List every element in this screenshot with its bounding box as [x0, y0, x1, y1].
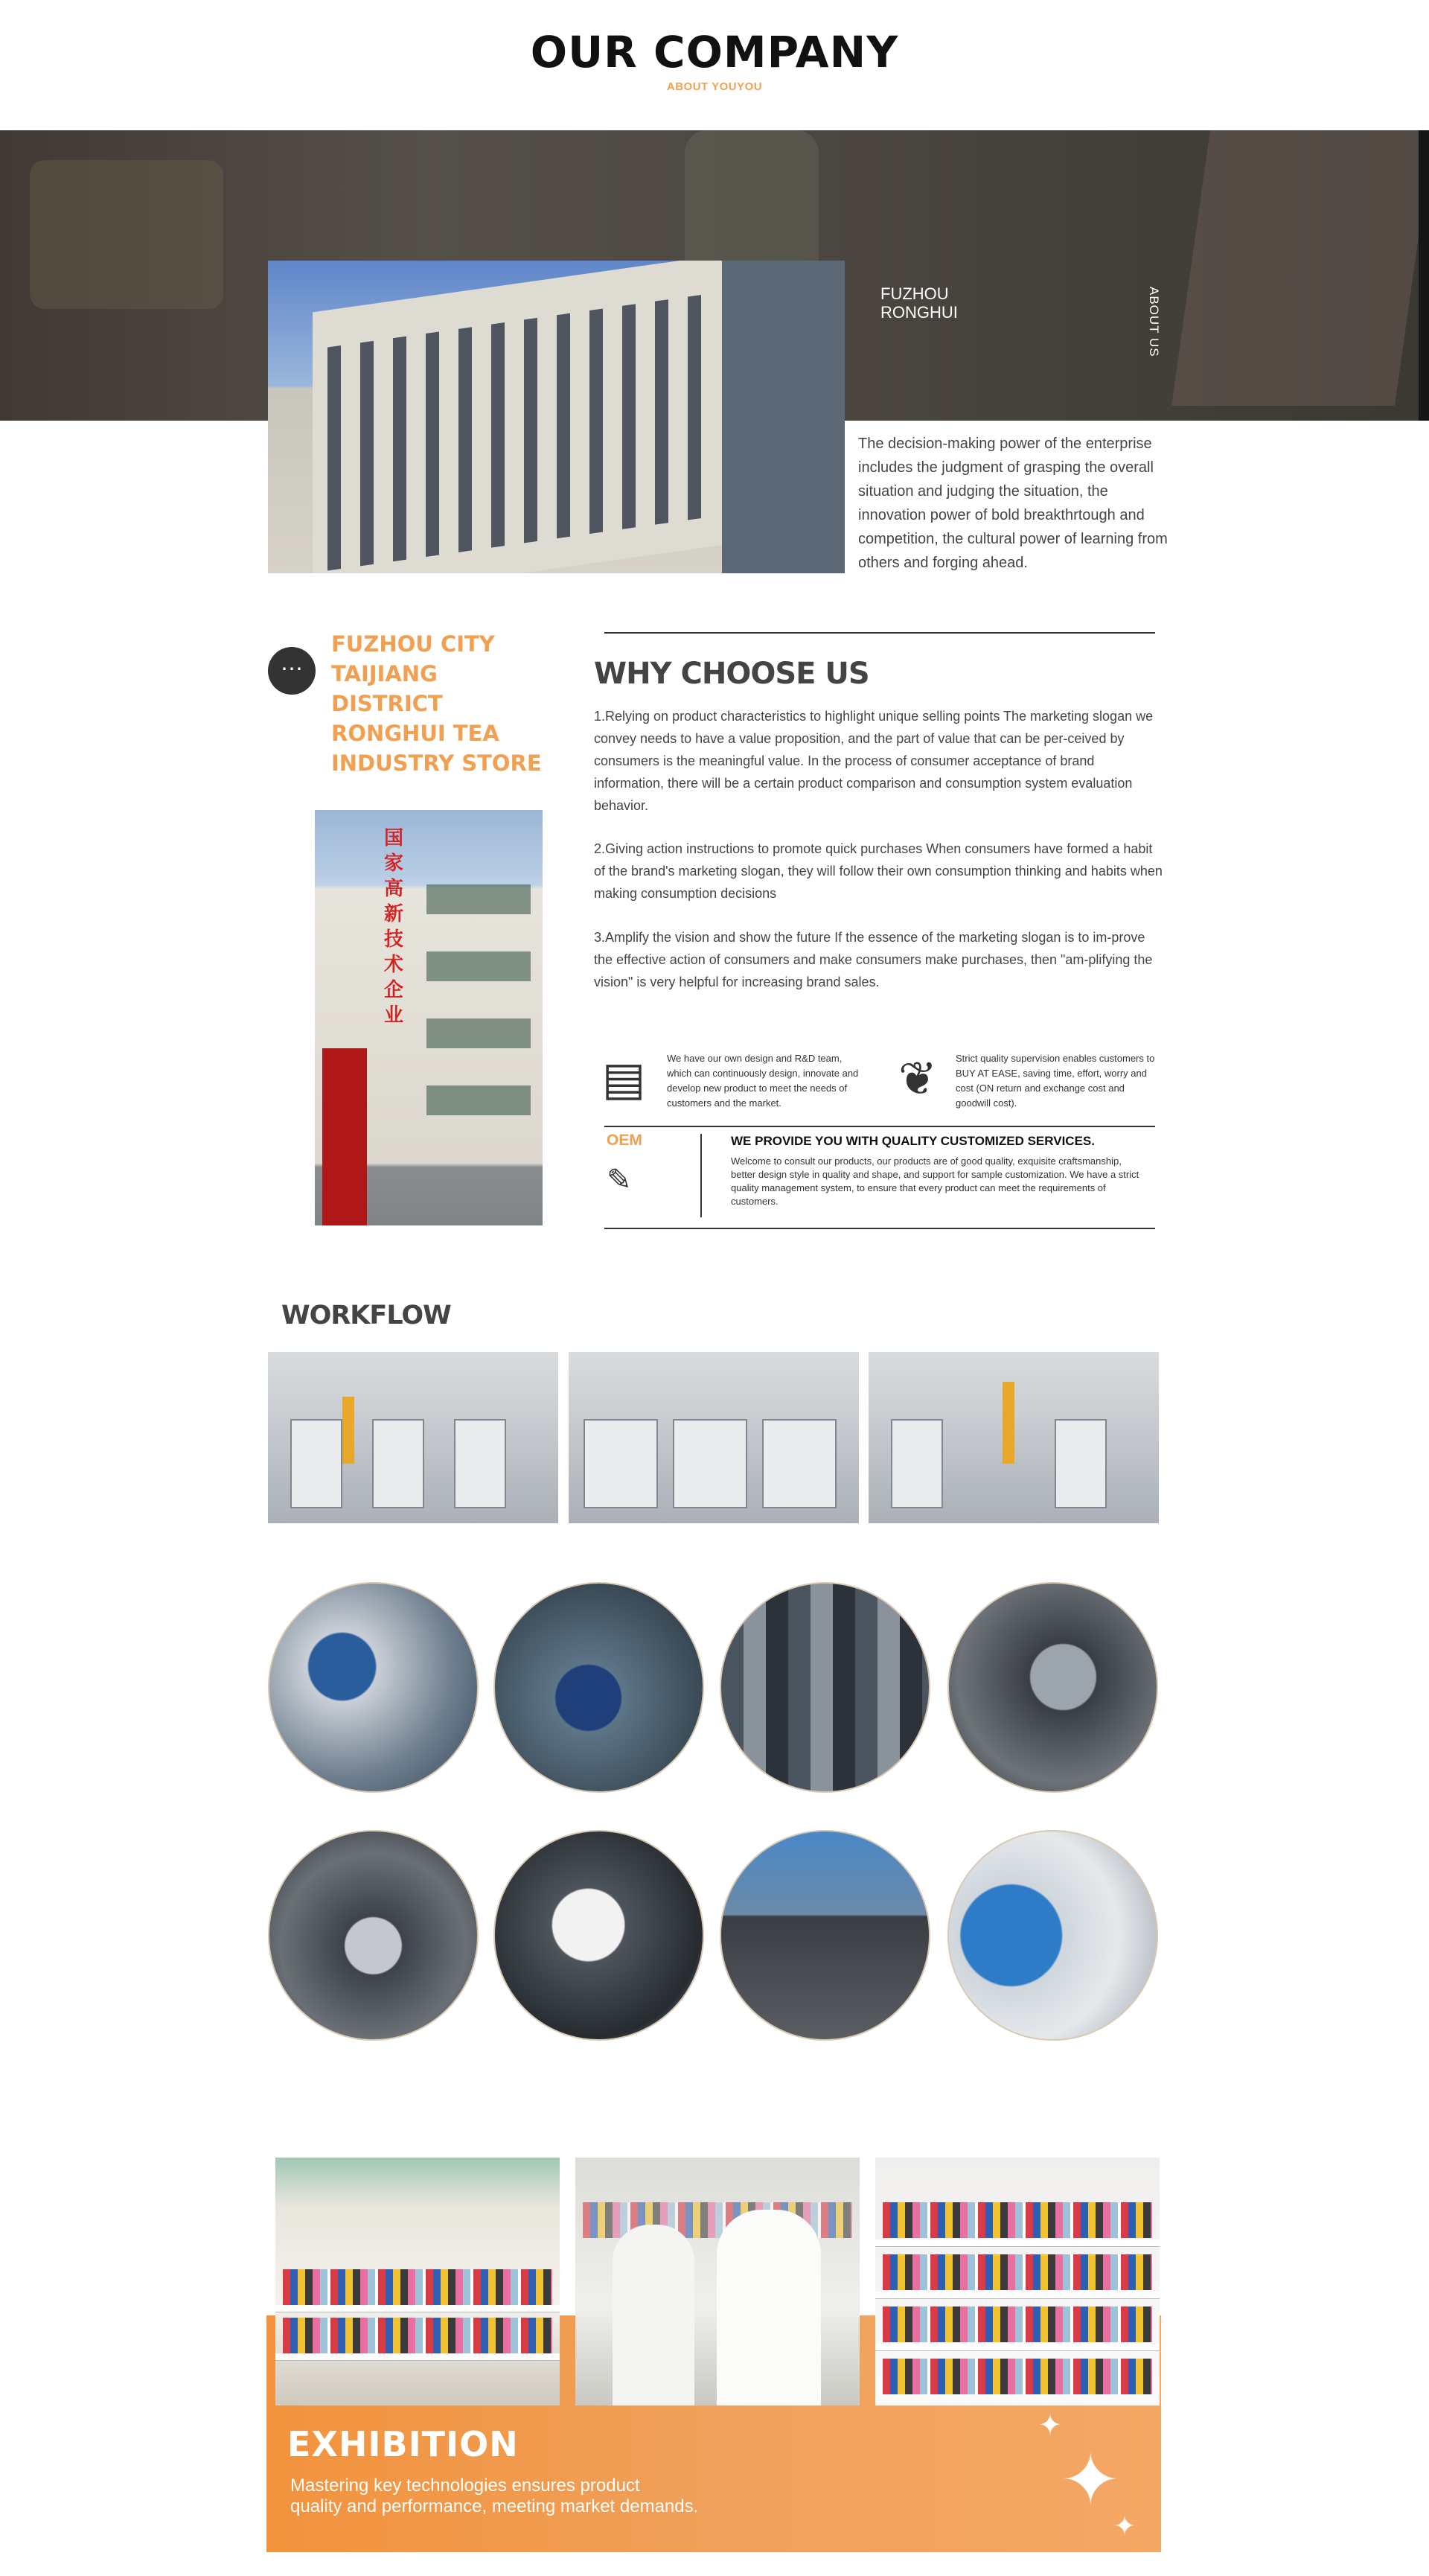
subtitle-line: quality and performance, meeting market demands. [290, 2496, 699, 2516]
process-photo [493, 1830, 704, 2041]
process-photo [720, 1582, 930, 1793]
oem-label: OEM [607, 1132, 642, 1149]
edit-document-icon: ✎ [607, 1164, 632, 1196]
shelf [275, 2353, 560, 2361]
machine [454, 1419, 506, 1508]
bottle-display [883, 2306, 1152, 2342]
shelf [875, 2344, 1160, 2351]
bottle-display [283, 2269, 552, 2305]
about-us-vertical-label: ABOUT US [1147, 287, 1161, 357]
workflow-photo [869, 1352, 1159, 1523]
page-title: OUR COMPANY [530, 27, 899, 77]
shelf [875, 2292, 1160, 2299]
sparkle-icon: ✦ [1061, 2440, 1121, 2520]
divider [604, 632, 1155, 634]
factory-sign: 国家高新技术企业 [383, 826, 403, 1026]
hero-brand [880, 284, 958, 322]
machine [584, 1419, 658, 1508]
machine [372, 1419, 424, 1508]
process-photo [947, 1830, 1158, 2041]
building-side [722, 261, 845, 573]
visitor [717, 2210, 821, 2406]
page-subtitle: ABOUT YOUYOU [666, 80, 763, 93]
exhibition-heading: EXHIBITION [287, 2424, 519, 2464]
service-text: Welcome to consult our products, our products are of good quality, exquisite craftsmanship, better design style in quality and shape, and support for sample customization. We have a strict quality management system, to ensure that every product can meet the requirements of customers. [731, 1155, 1139, 1207]
workflow-photo [569, 1352, 859, 1523]
machine [1055, 1419, 1107, 1508]
divider [604, 1126, 1155, 1127]
factory-gate [322, 1048, 367, 1225]
company-building-photo [268, 261, 845, 573]
chat-bubble-icon[interactable]: ⋯ [268, 647, 316, 695]
why-point-3: 3.Amplify the vision and show the future If the essence of the marketing slogan is to im-prove the effective action of consumers and make consumers make purchases, then "am-plifying the vision" is very helpful for increasing brand sales. [594, 930, 1153, 989]
address-line: FUZHOU CITY [331, 631, 495, 657]
process-photo [720, 1830, 930, 2041]
why-point-2: 2.Giving action instructions to promote quick purchases When consumers have formed a habit of the brand's marketing slogan, they will follow their own consumption thinking and habits when making consumption decisions [594, 841, 1163, 901]
robot-arm [1003, 1382, 1014, 1464]
hero-bg-shape [1171, 130, 1429, 406]
company-intro-text: The decision-making power of the enterprise includes the judgment of grasping the overall situation and judging the situation, the innovation power of bold breakthrtough and competition, the cultural power of learning from others and forging ahead. [858, 436, 1168, 571]
vertical-divider [700, 1134, 702, 1217]
workflow-heading: WORKFLOW [281, 1301, 451, 1330]
shelf [275, 2305, 560, 2312]
machine [891, 1419, 943, 1508]
subtitle-line: Mastering key technologies ensures product [290, 2475, 640, 2496]
exhibition-photo [275, 2158, 560, 2406]
factory-photo [315, 810, 543, 1225]
exhibition-photo [875, 2158, 1160, 2406]
handshake-icon: ❦ [898, 1053, 937, 1105]
sparkle-icon: ✦ [1113, 2510, 1137, 2541]
hero-bg-shape [30, 160, 223, 309]
brand-line: FUZHOU [880, 284, 949, 303]
factory-windows [426, 855, 531, 1152]
hero-edge [1419, 130, 1429, 421]
machine [290, 1419, 342, 1508]
process-photo [268, 1830, 479, 2041]
shelf [875, 2239, 1160, 2247]
bottle-display [883, 2202, 1152, 2238]
why-point-1: 1.Relying on product characteristics to highlight unique selling points The marketing slogan we convey needs to have a value proposition, and the part of value that can be per-ceived by consumers is the meaningful value. In the process of consumer acceptance of brand information, there will be a certain product comparison and consumption system evaluation behavior. [594, 709, 1154, 813]
bottle-display [283, 2318, 552, 2353]
visitor [613, 2225, 694, 2406]
sparkle-icon: ✦ [1038, 2410, 1062, 2441]
divider [604, 1228, 1155, 1229]
bottle-display [883, 2254, 1152, 2290]
service-heading: WE PROVIDE YOU WITH QUALITY CUSTOMIZED SERVICES. [731, 1134, 1095, 1148]
workflow-photo [268, 1352, 558, 1523]
process-photo [268, 1582, 479, 1793]
feature-quality-text: Strict quality supervision enables customers to BUY AT EASE, saving time, effort, worry and cost (ON return and exchange cost and goodwill cost). [956, 1053, 1155, 1109]
machine [673, 1419, 747, 1508]
machine-arm [342, 1397, 354, 1464]
feature-design-text: We have our own design and R&D team, which can continuously design, innovate and develop new product to meet the needs of customers and the market. [667, 1053, 859, 1109]
why-choose-us-heading: WHY CHOOSE US [594, 657, 869, 691]
machine [762, 1419, 837, 1508]
exhibition-photo [575, 2158, 860, 2406]
bottle-display [883, 2359, 1152, 2394]
document-list-icon: ▤ [601, 1053, 646, 1105]
brand-line: RONGHUI [880, 303, 958, 322]
process-photo [947, 1582, 1158, 1793]
address-line: INDUSTRY STORE [331, 750, 542, 776]
address-line: TAIJIANG DISTRICT [331, 661, 443, 716]
process-photo [493, 1582, 704, 1793]
store-address [331, 629, 547, 778]
exhibition-subtitle [290, 2475, 811, 2517]
address-line: RONGHUI TEA [331, 721, 499, 746]
